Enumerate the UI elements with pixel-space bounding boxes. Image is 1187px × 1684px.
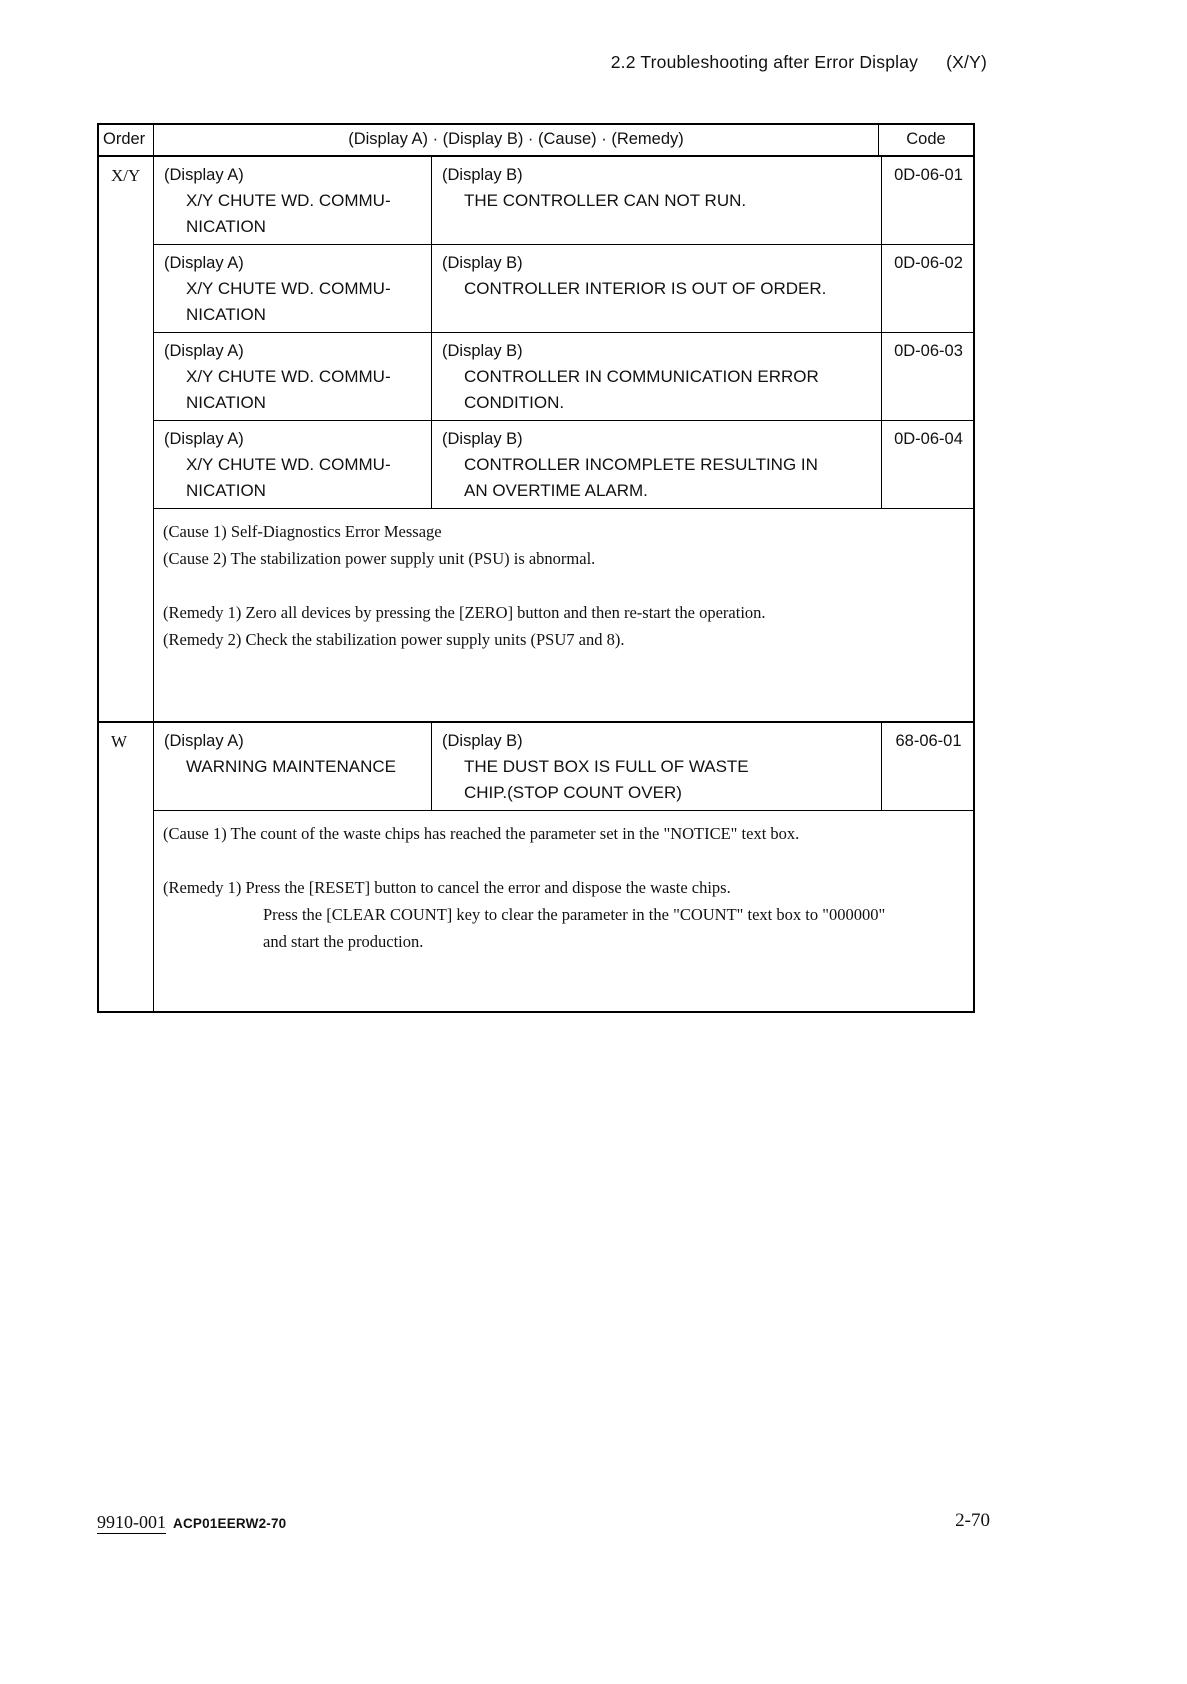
- display-b-cell-text: CONTROLLER INCOMPLETE RESULTING IN: [464, 455, 818, 474]
- display-a-cell-label: (Display A): [164, 166, 244, 184]
- display-a-cell-text: X/Y CHUTE WD. COMMU-: [186, 279, 391, 298]
- note-line: (Cause 1) The count of the waste chips has reached the parameter set in the "NOTICE" text box.: [163, 824, 800, 843]
- display-a-cell: [154, 157, 432, 244]
- cause-remedy-notes: [154, 509, 973, 721]
- display-b-cell-label: (Display B): [442, 254, 523, 272]
- display-a-cell-label: (Display A): [164, 254, 244, 272]
- table-row: [154, 723, 973, 811]
- display-b-cell: [432, 333, 882, 420]
- display-b-cell: [432, 421, 882, 508]
- code-cell: 68-06-01: [895, 732, 962, 750]
- code-cell: 0D-06-02: [894, 254, 963, 272]
- display-a-cell-text: NICATION: [186, 481, 266, 500]
- column-header-code: Code: [878, 125, 973, 155]
- display-b-cell: [432, 157, 882, 244]
- note-line: (Cause 2) The stabilization power supply unit (PSU) is abnormal.: [163, 549, 596, 568]
- display-a-cell-text: NICATION: [186, 393, 266, 412]
- display-b-cell-text: THE CONTROLLER CAN NOT RUN.: [464, 191, 747, 210]
- page-header: [611, 52, 987, 73]
- display-b-cell-label: (Display B): [442, 732, 523, 750]
- display-b-cell-text: AN OVERTIME ALARM.: [464, 481, 648, 500]
- display-a-cell-label: (Display A): [164, 732, 244, 750]
- display-a-cell-text: NICATION: [186, 217, 266, 236]
- display-b-cell-label: (Display B): [442, 430, 523, 448]
- display-a-cell-text: WARNING MAINTENANCE: [186, 757, 396, 776]
- troubleshooting-table: [97, 123, 975, 1013]
- display-a-cell: [154, 421, 432, 508]
- display-b-cell-text: CONTROLLER IN COMMUNICATION ERROR: [464, 367, 819, 386]
- note-line: (Cause 1) Self-Diagnostics Error Message: [163, 522, 442, 541]
- footer-page-number: 2-70: [955, 1510, 990, 1531]
- note-line: and start the production.: [263, 932, 424, 951]
- display-a-cell: [154, 723, 432, 810]
- table-group: [99, 157, 973, 723]
- display-b-cell-label: (Display B): [442, 342, 523, 360]
- display-b-cell-text: CONDITION.: [464, 393, 565, 412]
- display-b-cell-text: CONTROLLER INTERIOR IS OUT OF ORDER.: [464, 279, 827, 298]
- code-cell: 0D-06-01: [894, 166, 963, 184]
- display-a-cell: [154, 333, 432, 420]
- display-b-cell: [432, 245, 882, 332]
- display-a-cell-text: X/Y CHUTE WD. COMMU-: [186, 367, 391, 386]
- footer-left: [97, 1512, 286, 1533]
- note-line: (Remedy 2) Check the stabilization power supply units (PSU7 and 8).: [163, 630, 625, 649]
- display-a-cell-label: (Display A): [164, 342, 244, 360]
- table-row: [154, 245, 973, 333]
- cause-remedy-notes: [154, 811, 973, 1011]
- display-a-cell-label: (Display A): [164, 430, 244, 448]
- table-row: [154, 421, 973, 509]
- note-line: [163, 572, 963, 599]
- note-line: (Remedy 1) Press the [RESET] button to cancel the error and dispose the waste chips.: [163, 878, 731, 897]
- footer-doc-ref: ACP01EERW2-70: [173, 1516, 287, 1531]
- column-header-middle: (Display A) · (Display B) · (Cause) · (Remedy): [348, 130, 684, 148]
- table-row: [154, 333, 973, 421]
- group-body: [154, 723, 973, 1011]
- display-a-cell: [154, 245, 432, 332]
- column-header-order: Order: [99, 125, 154, 155]
- table-header-row: [99, 125, 973, 157]
- table-body: [99, 157, 973, 1011]
- display-b-cell: [432, 723, 882, 810]
- display-a-cell-text: X/Y CHUTE WD. COMMU-: [186, 455, 391, 474]
- display-a-cell-text: X/Y CHUTE WD. COMMU-: [186, 191, 391, 210]
- note-line: (Remedy 1) Zero all devices by pressing the [ZERO] button and then re-start the operation.: [163, 603, 766, 622]
- display-b-cell-text: CHIP.(STOP COUNT OVER): [464, 783, 682, 802]
- display-b-cell-text: THE DUST BOX IS FULL OF WASTE: [464, 757, 749, 776]
- display-a-cell-text: NICATION: [186, 305, 266, 324]
- display-b-cell-label: (Display B): [442, 166, 523, 184]
- note-line: [163, 847, 963, 874]
- table-row: [154, 157, 973, 245]
- order-cell: X/Y: [99, 157, 154, 721]
- code-cell: 0D-06-04: [894, 430, 963, 448]
- group-body: [154, 157, 973, 721]
- footer-doc-code: 9910-001: [97, 1512, 166, 1532]
- page-header-title: 2.2 Troubleshooting after Error Display: [610, 52, 919, 72]
- table-group: [99, 723, 973, 1011]
- note-line: Press the [CLEAR COUNT] key to clear the parameter in the "COUNT" text box to "000000": [263, 905, 886, 924]
- code-cell: 0D-06-03: [894, 342, 963, 360]
- page-header-tag: (X/Y): [946, 52, 987, 72]
- order-cell: W: [99, 723, 154, 1011]
